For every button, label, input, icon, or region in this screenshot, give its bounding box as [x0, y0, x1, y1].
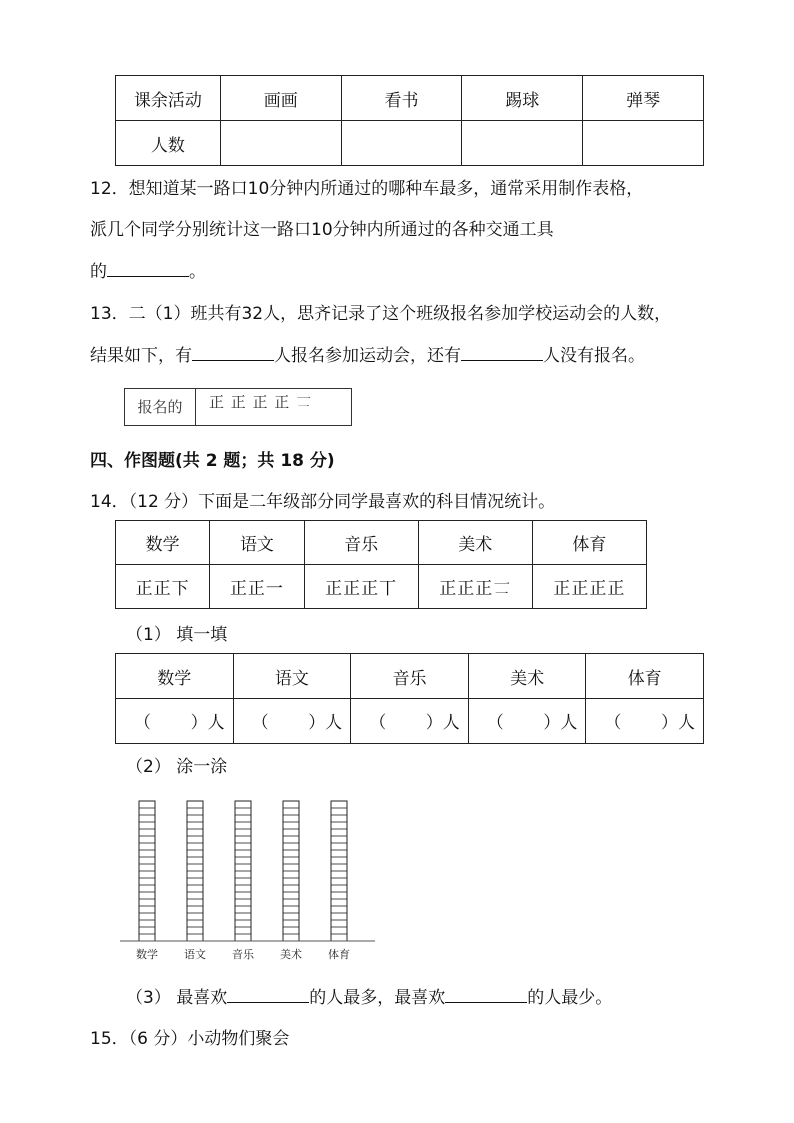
q14-part2: （2） 涂一涂 — [126, 757, 228, 777]
subject-cell: 数学 — [116, 521, 210, 565]
grid-column[interactable] — [187, 801, 203, 941]
fill-subject-cell: 体育 — [586, 654, 704, 699]
fill-answer-cell[interactable] — [586, 699, 704, 744]
paren-open: （ — [369, 713, 387, 733]
q14-fill-table — [115, 653, 704, 744]
q14-part1: （1） 填一填 — [126, 625, 228, 645]
q12-answer-blank[interactable] — [107, 260, 189, 277]
paren-close: ）人 — [425, 713, 460, 733]
grid-column[interactable] — [139, 801, 155, 941]
tally-cell: 正正正正 — [532, 565, 646, 609]
q12-prefix: 的 — [90, 262, 107, 282]
paren-open: （ — [251, 713, 269, 733]
tally-cell: 正正正丅 — [304, 565, 418, 609]
grid-column-label: 体育 — [328, 948, 350, 961]
q15-stem: 15．（6 分）小动物们聚会 — [90, 1029, 290, 1049]
activity-count-cell[interactable] — [583, 121, 704, 166]
section4-title: 四、作图题(共 2 题；共 18 分) — [90, 451, 335, 471]
paren-close: ）人 — [543, 713, 578, 733]
q14-least-blank[interactable] — [445, 986, 527, 1003]
subject-cell: 美术 — [418, 521, 532, 565]
paren-close: ）人 — [661, 713, 695, 733]
grid-column[interactable] — [331, 801, 347, 941]
q13-tally-box — [124, 388, 352, 426]
subject-cell: 语文 — [210, 521, 304, 565]
grid-column[interactable] — [283, 801, 299, 941]
activity-header-cell: 弹琴 — [583, 76, 704, 121]
grid-column-label: 美术 — [280, 948, 302, 961]
activity-header-cell: 画画 — [220, 76, 341, 121]
subject-cell: 音乐 — [304, 521, 418, 565]
tally-cell: 正正正𠄟 — [418, 565, 532, 609]
q14-part3-a: （3） 最喜欢 — [126, 988, 228, 1008]
fill-subject-cell: 音乐 — [351, 654, 469, 699]
paren-open: （ — [486, 713, 504, 733]
activity-count-cell[interactable] — [341, 121, 462, 166]
grid-columns — [139, 801, 347, 941]
paren-close: ）人 — [190, 713, 225, 733]
q12-suffix: 。 — [189, 262, 206, 282]
fill-subject-cell: 语文 — [233, 654, 351, 699]
grid-column-label: 语文 — [184, 948, 206, 961]
fill-answer-cell[interactable] — [468, 699, 586, 744]
paren-close: ）人 — [308, 713, 343, 733]
fill-answer-cell[interactable] — [233, 699, 351, 744]
subject-cell: 体育 — [532, 521, 646, 565]
grid-labels — [136, 947, 350, 961]
coloring-grid-chart — [115, 795, 385, 965]
activity-count-cell[interactable] — [220, 121, 341, 166]
activity-header-cell: 踢球 — [462, 76, 583, 121]
q12-line3 — [90, 257, 206, 282]
activity-header-cell: 看书 — [341, 76, 462, 121]
tally-cell: 正正一 — [210, 565, 304, 609]
fill-answer-cell[interactable] — [351, 699, 469, 744]
q12-line2: 派几个同学分别统计这一路口10分钟内所通过的各种交通工具 — [90, 220, 554, 240]
q13-text-b: 人报名参加运动会，还有 — [274, 346, 461, 366]
grid-column-label: 数学 — [136, 948, 158, 961]
fill-subject-cell: 美术 — [468, 654, 586, 699]
q13-text-a: 结果如下，有 — [90, 346, 192, 366]
q13-line1: 13．二（1）班共有32人，思齐记录了这个班级报名参加学校运动会的人数， — [90, 304, 672, 324]
q14-part3-b: 的人最多，最喜欢 — [309, 988, 446, 1008]
q14-most-blank[interactable] — [227, 986, 309, 1003]
q13-text-c: 人没有报名。 — [543, 346, 645, 366]
q14-tally-table — [115, 520, 647, 609]
paren-open: （ — [134, 713, 151, 733]
paren-open: （ — [604, 713, 622, 733]
q13-blank-signed[interactable] — [192, 344, 274, 361]
activity-header-cell: 课余活动 — [116, 76, 221, 121]
grid-column-label: 音乐 — [232, 948, 254, 961]
q14-part3-c: 的人最少。 — [527, 988, 613, 1008]
q12-line1: 12．想知道某一路口10分钟内所通过的哪种车最多，通常采用制作表格， — [90, 179, 644, 199]
activity-count-cell[interactable] — [462, 121, 583, 166]
fill-answer-cell[interactable] — [116, 699, 234, 744]
fill-subject-cell: 数学 — [116, 654, 234, 699]
q13-line2 — [90, 341, 645, 366]
q13-tally-label: 报名的 — [125, 389, 196, 425]
q14-stem: 14．（12 分）下面是二年级部分同学最喜欢的科目情况统计。 — [90, 492, 556, 512]
grid-column[interactable] — [235, 801, 251, 941]
tally-cell: 正正下 — [116, 565, 210, 609]
q13-blank-unsigned[interactable] — [461, 344, 543, 361]
activity-count-label: 人数 — [116, 121, 221, 166]
q14-part3 — [126, 983, 612, 1008]
q13-tally-marks: 正 正 正 正 𠄟 — [209, 393, 313, 411]
activity-table — [115, 75, 704, 166]
